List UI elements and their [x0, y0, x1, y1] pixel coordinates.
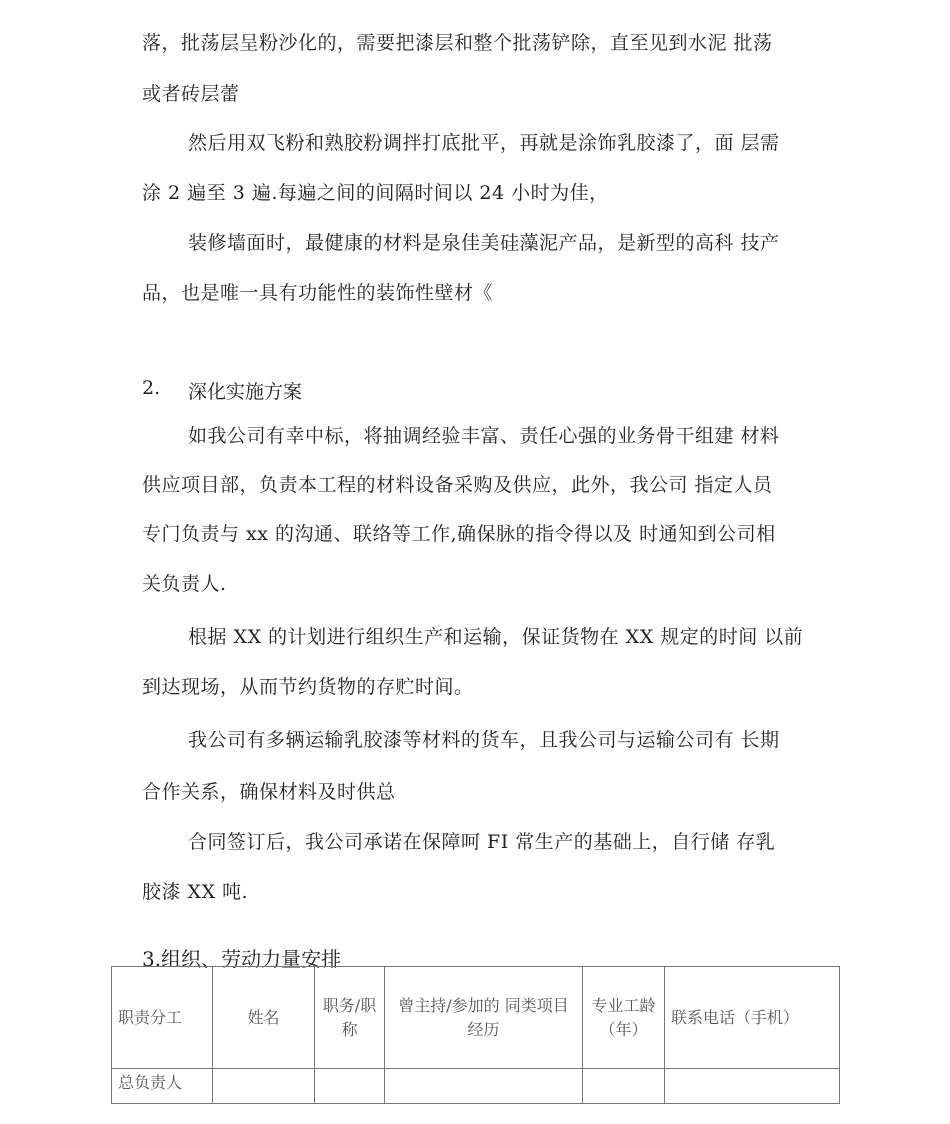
paragraph-line: 关负责人. [142, 573, 227, 595]
paragraph-line: 合同签订后，我公司承诺在保障呵 FI 常生产的基础上，自行储 存乳 [188, 831, 776, 853]
paragraph-line: 涂 2 遍至 3 遍.每遍之间的间隔时间以 24 小时为佳， [142, 182, 609, 204]
table-header-cell: 联系电话（手机） [665, 967, 840, 1069]
table-header-cell: 专业工龄（年） [583, 967, 665, 1069]
table-row [112, 1069, 840, 1104]
paragraph-line: 合作关系，确保材料及时供总 [142, 781, 396, 803]
table-cell: 总负责人 [112, 1069, 213, 1104]
staff-table [111, 966, 840, 1104]
paragraph-line: 胶漆 XX 吨. [142, 881, 249, 903]
paragraph-line: 根据 XX 的计划进行组织生产和运输，保证货物在 XX 规定的时间 以前 [188, 626, 804, 648]
paragraph-line: 专门负责与 xx 的沟通、联络等工作,确保脉的指令得以及 时通知到公司相 [142, 523, 776, 545]
paragraph-line: 然后用双飞粉和熟胶粉调拌打底批平，再就是涂饰乳胶漆了，面 层需 [188, 132, 780, 154]
section-3-title: 3.组织、劳动力量安排 [142, 947, 342, 971]
paragraph-line: 如我公司有幸中标，将抽调经验丰富、责任心强的业务骨干组建 材料 [188, 425, 780, 447]
table-header-row [112, 967, 840, 1069]
table-header-cell: 曾主持/参加的 同类项目经历 [385, 967, 583, 1069]
paragraph-line: 装修墙面时，最健康的材料是泉佳美硅藻泥产品，是新型的高科 技产 [188, 232, 780, 254]
table-cell [315, 1069, 385, 1104]
paragraph-line: 供应项目部，负责本工程的材料设备采购及供应，此外，我公司 指定人员 [142, 474, 773, 496]
table-cell [665, 1069, 840, 1104]
section-2-title: 深化实施方案 [188, 381, 303, 403]
table-cell [583, 1069, 665, 1104]
paragraph-line: 品，也是唯一具有功能性的装饰性壁材《 [142, 282, 494, 304]
paragraph-line: 到达现场，从而节约货物的存贮时间。 [142, 676, 474, 698]
table-cell [213, 1069, 315, 1104]
paragraph-line: 我公司有多辆运输乳胶漆等材料的货车，且我公司与运输公司有 长期 [188, 729, 780, 751]
paragraph-line: 落，批荡层呈粉沙化的，需要把漆层和整个批荡铲除，直至见到水泥 批荡 [142, 32, 773, 54]
table-header-cell: 职责分工 [112, 967, 213, 1069]
table-header-cell: 姓名 [213, 967, 315, 1069]
section-2-number: 2. [142, 377, 161, 399]
table-header-cell: 职务/职称 [315, 967, 385, 1069]
paragraph-line: 或者砖层蕾 [142, 83, 240, 105]
table-cell [385, 1069, 583, 1104]
